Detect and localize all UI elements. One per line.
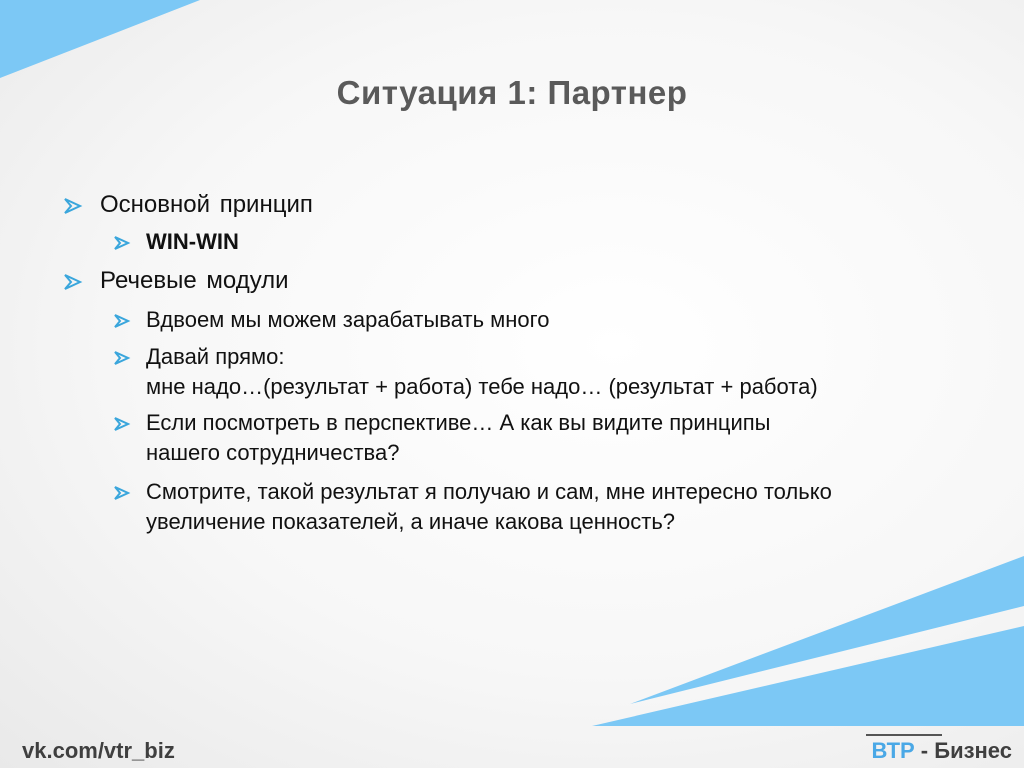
footer-vk-link[interactable]: vk.com/vtr_biz: [22, 738, 175, 763]
bullet-text-line1: Если посмотреть в перспективе… А как вы видите принципы: [146, 410, 771, 435]
brand-name: ВТР: [871, 738, 915, 763]
chevron-arrow-icon: [112, 313, 132, 329]
bullet-text: Основной принцип: [100, 191, 313, 218]
chevron-arrow-icon: [112, 350, 132, 366]
brand-separator: -: [914, 738, 935, 763]
bullet-text-line1: Давай прямо:: [146, 344, 285, 369]
chevron-arrow-icon: [112, 235, 132, 251]
bullet-text-line1: Смотрите, такой результат я получаю и сам, мне интересно только: [146, 479, 832, 504]
bullet-text-line2: мне надо…(результат + работа) тебе надо… (результат + работа): [146, 374, 818, 399]
bullet-text-line2: увеличение показателей, а иначе какова ценность?: [146, 509, 676, 534]
bullet-text: Речевые модули: [100, 267, 289, 294]
chevron-arrow-icon: [62, 197, 84, 215]
brand-suffix: Бизнес: [934, 738, 1012, 763]
chevron-arrow-icon: [112, 485, 132, 501]
bullet-text: WIN-WIN: [146, 229, 239, 254]
chevron-arrow-icon: [112, 416, 132, 432]
brand-divider: [866, 734, 942, 736]
chevron-arrow-icon: [62, 273, 84, 291]
top-left-stripe: [0, 0, 200, 78]
slide-title: Ситуация 1: Партнер: [336, 74, 688, 111]
bullet-text-line2: нашего сотрудничества?: [146, 440, 400, 465]
bullet-text: Вдвоем мы можем зарабатывать много: [146, 307, 550, 332]
footer-brand: [872, 738, 1012, 764]
